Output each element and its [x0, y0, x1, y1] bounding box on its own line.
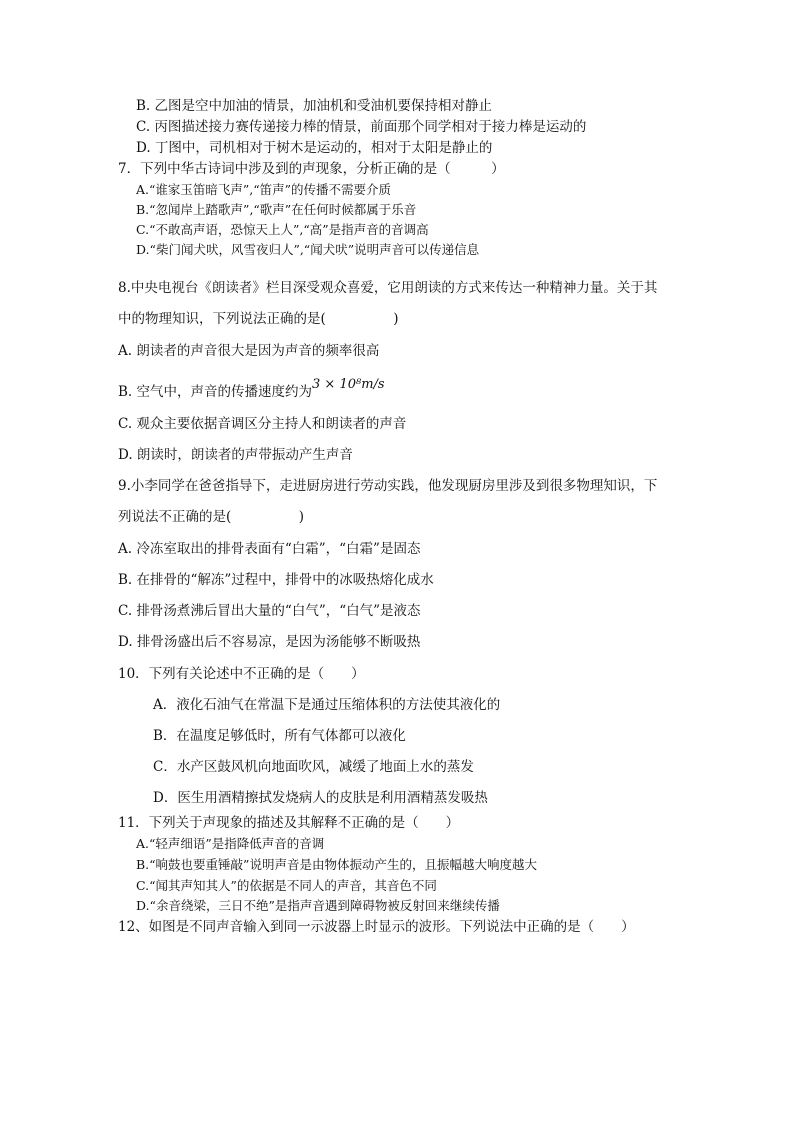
- q8-stem: [118, 282, 657, 296]
- q11-option-a: A.“轻声细语”是指降低声音的音调: [136, 836, 325, 851]
- q9-option-b: B. 在排骨的“解冻”过程中，排骨中的冰吸热熔化成水: [118, 572, 434, 588]
- q7-stem: 7．下列中华古诗词中涉及到的声现象，分析正确的是（ ）: [118, 161, 505, 177]
- q8-option-b: [118, 377, 385, 400]
- q12-stem: 12、如图是不同声音输入到同一示波器上时显示的波形。下列说法中正确的是（ ）: [118, 919, 635, 935]
- q11-option-d: D.“余音绕梁，三日不绝”是指声音遇到障碍物被反射回来继续传播: [136, 898, 500, 913]
- q8-stem-post: 栏目深受观众喜爱，它用朗读的方式来传达一种精神力量。关于其: [265, 280, 658, 296]
- q8-stem-line2: 中的物理知识，下列说法正确的是( ): [118, 311, 399, 327]
- q6-option-c: C. 丙图描述接力赛传递接力棒的情景，前面那个同学相对于接力棒是运动的: [136, 119, 587, 135]
- q8-option-b-text: B. 空气中，声音的传播速度约为: [118, 384, 313, 400]
- q7-option-c: C.“不敢高声语，恐惊天上人”,“高”是指声音的音调高: [136, 222, 429, 237]
- q8-option-c: C. 观众主要依据音调区分主持人和朗读者的声音: [118, 416, 407, 432]
- q6-option-d: D. 丁图中，司机相对于树木是运动的，相对于太阳是静止的: [136, 140, 493, 156]
- q6-option-b: B. 乙图是空中加油的情景，加油机和受油机要保持相对静止: [136, 98, 493, 114]
- q9-option-c: C. 排骨汤煮沸后冒出大量的“白气”，“白气”是液态: [118, 603, 421, 619]
- q10-option-c: C．水产区鼓风机向地面吹风，减缓了地面上水的蒸发: [153, 759, 474, 775]
- q10-option-b: B．在温度足够低时，所有气体都可以液化: [153, 728, 406, 744]
- q8-option-b-math: 3 × 10⁸m/s: [312, 377, 385, 392]
- q11-stem: 11．下列关于声现象的描述及其解释不正确的是（ ）: [118, 815, 460, 831]
- q11-option-c: C.“闻其声知其人”的依据是不同人的声音，其音色不同: [136, 878, 437, 893]
- q9-stem-line2: 列说法不正确的是( ): [118, 509, 305, 525]
- q8-option-d: D. 朗读时，朗读者的声带振动产生声音: [118, 447, 353, 463]
- q7-option-a: A.“谁家玉笛暗飞声”,“笛声”的传播不需要介质: [136, 182, 392, 197]
- q7-option-b: B.“忽闻岸上踏歌声”,“歌声”在任何时候都属于乐音: [136, 202, 417, 217]
- q10-stem: 10．下列有关论述中不正确的是（ ）: [118, 666, 365, 682]
- q7-option-d: D.“柴门闻犬吠，风雪夜归人”,“闻犬吠”说明声音可以传递信息: [136, 242, 480, 257]
- q11-option-b: B.“响鼓也要重锤敲”说明声音是由物体振动产生的，且振幅越大响度越大: [136, 857, 537, 872]
- q8-option-a: A. 朗读者的声音很大是因为声音的频率很高: [118, 343, 380, 359]
- q8-stem-pre: 8.中央电视台: [118, 280, 199, 296]
- q9-option-d: D. 排骨汤盛出后不容易凉，是因为汤能够不断吸热: [118, 634, 421, 650]
- q9-option-a: A. 冷冻室取出的排骨表面有“白霜”，“白霜”是固态: [118, 541, 421, 557]
- q8-program-name: 《朗读者》: [198, 280, 266, 296]
- q10-option-a: A．液化石油气在常温下是通过压缩体积的方法使其液化的: [153, 697, 501, 713]
- q10-option-d: D．医生用酒精擦拭发烧病人的皮肤是利用酒精蒸发吸热: [153, 790, 488, 806]
- q9-stem: 9.小李同学在爸爸指导下，走进厨房进行劳动实践，他发现厨房里涉及到很多物理知识，下: [118, 478, 658, 494]
